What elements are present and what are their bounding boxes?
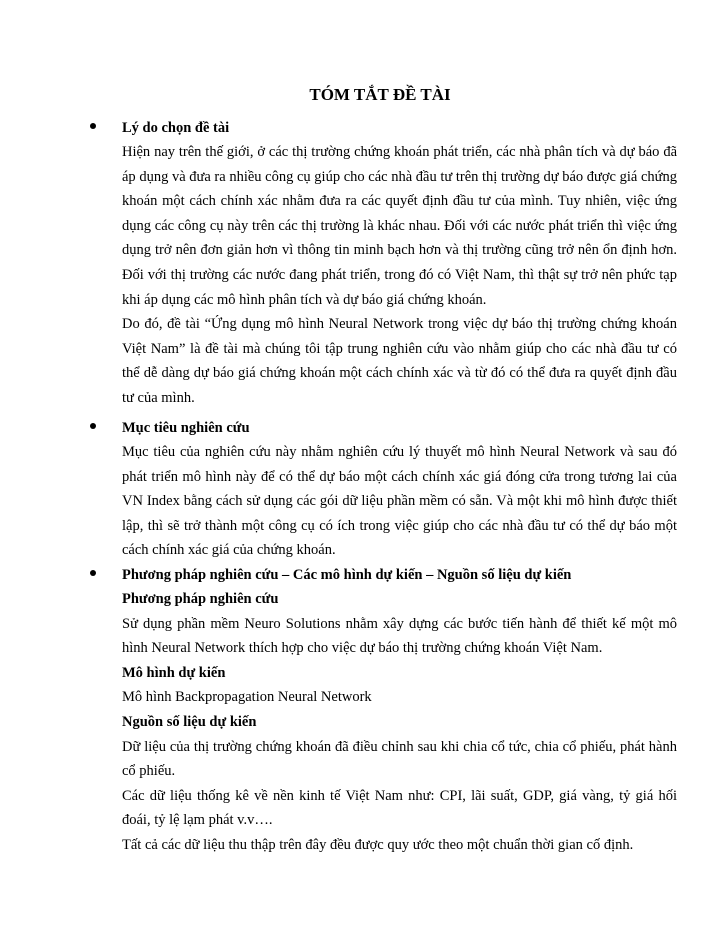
paragraph: Mô hình Backpropagation Neural Network [122,689,372,706]
subheading-model: Mô hình dự kiến [122,664,226,681]
page-title: TÓM TẮT ĐỀ TÀI [309,85,451,104]
paragraph: Dữ liệu của thị trường chứng khoán đã điều chỉnh sau khi chia cổ tức, chia cổ phiếu, phát hành cổ phiếu. [122,738,677,780]
bullet-icon [90,423,96,429]
section-methodology [122,565,677,858]
paragraph: Do đó, đề tài “Ứng dụng mô hình Neural Network trong việc dự báo thị trường chứng khoán Việt Nam” là đề tài mà chúng tôi tập trung nghiên cứu vào nhằm giúp cho các nhà đầu tư có thể dễ dàng dự báo giá chứng khoán một cách chính xác và từ đó có thể đưa ra quyết định đầu tư của mình. [122,316,677,406]
section-heading: Phương pháp nghiên cứu – Các mô hình dự kiến – Nguồn số liệu dự kiến [122,567,572,583]
paragraph: Các dữ liệu thống kê về nền kinh tế Việt Nam như: CPI, lãi suất, GDP, giá vàng, tỷ giá hối đoái, tỷ lệ lạm phát v.v…. [122,787,677,829]
paragraph: Mục tiêu của nghiên cứu này nhằm nghiên cứu lý thuyết mô hình Neural Network và sau đó phát triển mô hình này để có thể dự báo một cách chính xác giá đóng cửa trong tương lai của VN Index bằng cách sử dụng các gói dữ liệu phần mềm có sẵn. Và một khi mô hình được thiết lập, thì sẽ trở thành một công cụ có ích trong việc giúp cho các nhà đầu tư có thể dự báo một cách chính xác giá của chứng khoán. [122,444,677,559]
section-heading: Lý do chọn đề tài [122,120,230,136]
paragraph: Hiện nay trên thế giới, ở các thị trường chứng khoán phát triển, các nhà phân tích và dự báo đã áp dụng và đưa ra nhiều công cụ giúp cho các nhà đầu tư trên thị trường dự báo được giá chứng khoán một cách chính xác nhằm đưa ra các quyết định đầu tư của mình. Tuy nhiên, việc ứng dụng các công cụ này trên các thị trường là khác nhau. Đối với các nước phát triển thì việc ứng dụng trở nên đơn giản hơn vì thông tin minh bạch hơn và thị trường cũng trở nên ổn định hơn. Đối với thị trường các nước đang phát triển, trong đó có Việt Nam, thì thật sự trở nên phức tạp khi áp dụng các mô hình phân tích và dự báo giá chứng khoán. [122,144,677,308]
bullet-icon [90,570,96,576]
paragraph: Sử dụng phần mềm Neuro Solutions nhằm xây dựng các bước tiến hành để thiết kế một mô hình Neural Network thích hợp cho việc dự báo thị trường chứng khoán Việt Nam. [122,615,677,657]
section-reason [122,118,677,411]
bullet-icon [90,123,96,129]
subheading-method: Phương pháp nghiên cứu [122,591,279,607]
subheading-data-source: Nguồn số liệu dự kiến [122,713,257,730]
paragraph: Tất cả các dữ liệu thu thập trên đây đều được quy ước theo một chuẩn thời gian cố định. [122,836,634,853]
section-objective [122,418,677,563]
section-heading: Mục tiêu nghiên cứu [122,420,250,436]
